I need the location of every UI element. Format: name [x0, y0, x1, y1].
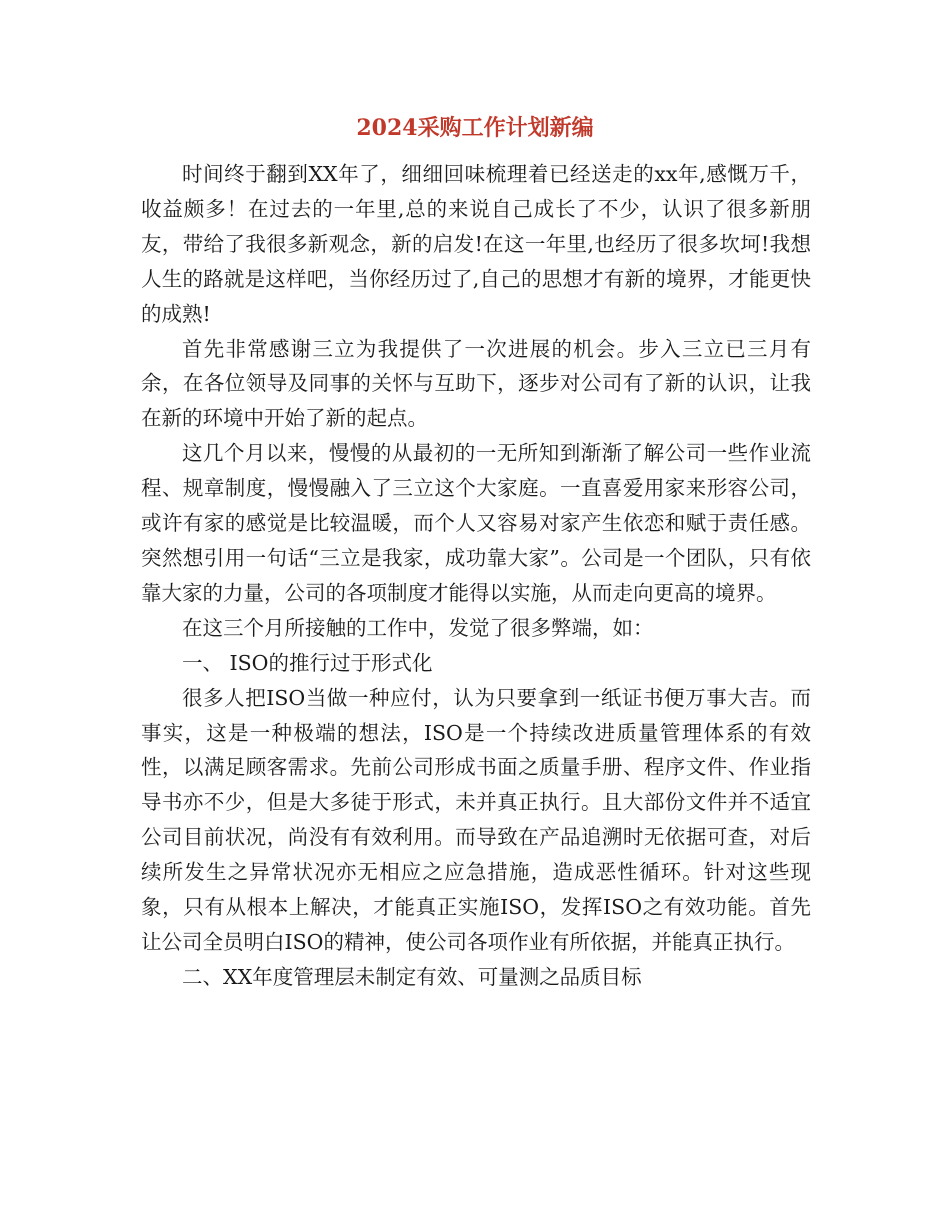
paragraph-months: 这几个月以来，慢慢的从最初的一无所知到渐渐了解公司一些作业流程、规章制度，慢慢融入了三立这个大家庭。一直喜爱用家来形容公司，或许有家的感觉是比较温暖，而个人又容易对家产生依恋和赋于责任感。突然想引用一句话“三立是我家，成功靠大家”。公司是一个团队，只有依靠大家的力量，公司的各项制度才能得以实施，从而走向更高的境界。 — [141, 441, 811, 605]
paragraph-thanks: 首先非常感谢三立为我提供了一次进展的机会。步入三立已三月有余，在各位领导及同事的关怀与互助下，逐步对公司有了新的认识，让我在新的环境中开始了新的起点。 — [141, 336, 811, 431]
section-heading-quality-goals: 二、XX年度管理层未制定有效、可量测之品质目标 — [182, 964, 642, 989]
paragraph-iso: 很多人把ISO当做一种应付，认为只要拿到一纸证书便万事大吉。而事实，这是一种极端的想法，ISO是一个持续改进质量管理体系的有效性，以满足顾客需求。先前公司形成书面之质量手册、程序文件、作业指导书亦不少，但是大多徒于形式，未并真正执行。且大部份文件并不适宜公司目前状况，尚没有有效利用。而导致在产品追溯时无依据可查，对后续所发生之异常状况亦无相应之应急措施，造成恶性循环。针对这些现象，只有从根本上解决，才能真正实施ISO，发挥ISO之有效功能。首先让公司全员明白ISO的精神，使公司各项作业有所依据，并能真正执行。 — [141, 685, 811, 954]
paragraph-issues-intro: 在这三个月所接触的工作中，发觉了很多弊端，如： — [182, 615, 654, 640]
section-heading-iso: 一、 ISO的推行过于形式化 — [182, 650, 433, 675]
document-body — [141, 157, 811, 995]
document-title: 2024采购工作计划新编 — [356, 115, 594, 141]
paragraph-intro: 时间终于翻到XX年了，细细回味梳理着已经送走的xx年,感慨万千，收益颇多！在过去的一年里,总的来说自己成长了不少，认识了很多新朋友，带给了我很多新观念，新的启发!在这一年里,也经历了很多坎坷!我想人生的路就是这样吧，当你经历过了,自己的思想才有新的境界，才能更快的成熟! — [141, 162, 811, 326]
